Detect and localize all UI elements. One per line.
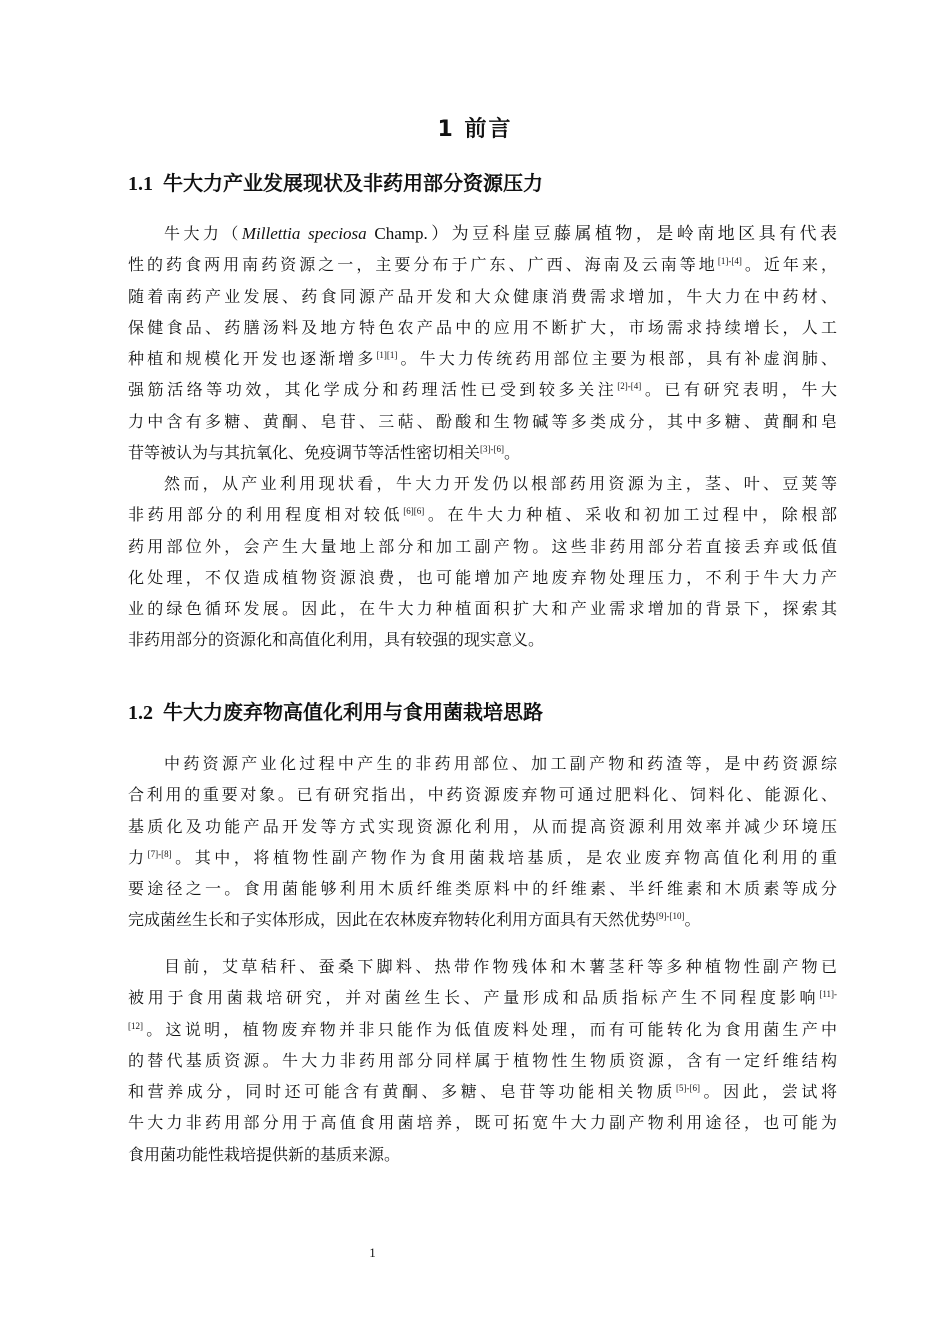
text-line: 强筋活络等功效，其化学成分和药理活性已受到较多关注[2]-[4]。已有研究表明，牛大 <box>128 380 837 400</box>
text-line: 种植和规模化开发也逐渐增多[1][1]。牛大力传统药用部位主要为根部，具有补虚润肺、 <box>128 349 837 369</box>
text-line: 性的药食两用南药资源之一，主要分布于广东、广西、海南及云南等地[1]-[4]。近年来， <box>128 255 837 275</box>
section-heading-1-2 <box>128 697 828 728</box>
text-line: 要途径之一。食用菌能够利用木质纤维类原料中的纤维素、半纤维素和木质素等成分 <box>128 879 837 899</box>
text-line: 被用于食用菌栽培研究，并对菌丝生长、产量形成和品质指标产生不同程度影响$^{[11]-}$ <box>128 988 837 1008</box>
page-number: 1 <box>369 1245 376 1260</box>
text-line: 然而，从产业利用现状看，牛大力开发仍以根部药用资源为主，茎、叶、豆荚等 <box>164 474 837 493</box>
chapter-title: 1 前言 <box>437 117 513 142</box>
citation: [2]-[4] <box>617 381 642 392</box>
section-heading-1-1 <box>128 168 828 199</box>
text-line: [12]。这说明，植物废弃物并非只能作为低值废料处理，而有可能转化为食用菌生产中 <box>128 1019 837 1039</box>
citation: [11]- <box>819 989 837 1000</box>
text-line: 力中含有多糖、黄酮、皂苷、三萜、酚酸和生物碱等多类成分，其中多糖、黄酮和皂 <box>128 411 837 431</box>
paragraph <box>128 468 837 656</box>
text-line: 中药资源产业化过程中产生的非药用部位、加工副产物和药渣等，是中药资源综 <box>164 754 837 773</box>
section-number: 1.2 <box>128 702 153 724</box>
text-line: 牛大力（Millettia speciosa Champ.）为豆科崖豆藤属植物，是岭南地区具有代表 <box>164 224 837 243</box>
text-line: 保健食品、药膳汤料及地方特色农产品中的应用不断扩大，市场需求持续增长，人工 <box>128 317 837 337</box>
latin-species-name: Millettia speciosa <box>241 224 367 243</box>
citation: [5]-[6] <box>675 1083 700 1094</box>
text-line: 完成菌丝生长和子实体形成，因此在农林废弃物转化利用方面具有天然优势[9]-[10]。 <box>128 910 701 930</box>
text-line: 合利用的重要对象。已有研究指出，中药资源废弃物可通过肥料化、饲料化、能源化、 <box>128 785 837 805</box>
section-number: 1.1 <box>128 173 153 195</box>
text-line: 非药用部分的资源化和高值化利用，具有较强的现实意义。 <box>128 630 545 650</box>
paragraph <box>128 218 837 468</box>
citation: [9]-[10] <box>656 911 685 922</box>
text-line: 和营养成分，同时还可能含有黄酮、多糖、皂苷等功能相关物质[5]-[6]。因此，尝试将 <box>128 1082 837 1102</box>
section-title: 牛大力产业发展现状及非药用部分资源压力 <box>163 171 543 195</box>
citation: [12] <box>128 1020 143 1031</box>
text-line: 随着南药产业发展、药食同源产品开发和大众健康消费需求增加，牛大力在中药材、 <box>128 286 837 306</box>
text-line: 食用菌功能性栽培提供新的基质来源。 <box>128 1144 401 1164</box>
citation: [7]-[8] <box>147 848 172 859</box>
text-line: 牛大力非药用部分用于高值食用菌培养，既可拓宽牛大力副产物利用途径，也可能为 <box>128 1113 837 1133</box>
text-line: 化处理，不仅造成植物资源浪费，也可能增加产地废弃物处理压力，不利于牛大力产 <box>128 567 837 587</box>
paragraph <box>128 748 837 936</box>
citation: [1]-[4] <box>717 256 742 267</box>
citation: [6][6] <box>403 506 425 517</box>
text-line: 苷等被认为与其抗氧化、免疫调节等活性密切相关[3]-[6]。 <box>128 443 521 463</box>
text-line: 的替代基质资源。牛大力非药用部分同样属于植物性生物质资源，含有一定纤维结构 <box>128 1050 837 1070</box>
text-line: 基质化及功能产品开发等方式实现资源化利用，从而提高资源利用效率并减少环境压 <box>128 816 837 836</box>
citation: [1][1] <box>376 350 398 361</box>
text-line: 目前，艾草秸秆、蚕桑下脚料、热带作物残体和木薯茎秆等多种植物性副产物已 <box>164 957 837 976</box>
text-line: 业的绿色循环发展。因此，在牛大力种植面积扩大和产业需求增加的背景下，探索其 <box>128 599 837 619</box>
text-line: 非药用部分的利用程度相对较低[6][6]。在牛大力种植、采收和初加工过程中，除根部 <box>128 505 837 525</box>
section-title: 牛大力废弃物高值化利用与食用菌栽培思路 <box>163 700 543 724</box>
citation: [3]-[6] <box>480 444 505 455</box>
paragraph <box>128 951 837 1170</box>
text-line: 药用部位外，会产生大量地上部分和加工副产物。这些非药用部分若直接丢弃或低值 <box>128 536 837 556</box>
text-line: 力[7]-[8]。其中，将植物性副产物作为食用菌栽培基质，是农业废弃物高值化利用的重 <box>128 847 837 867</box>
